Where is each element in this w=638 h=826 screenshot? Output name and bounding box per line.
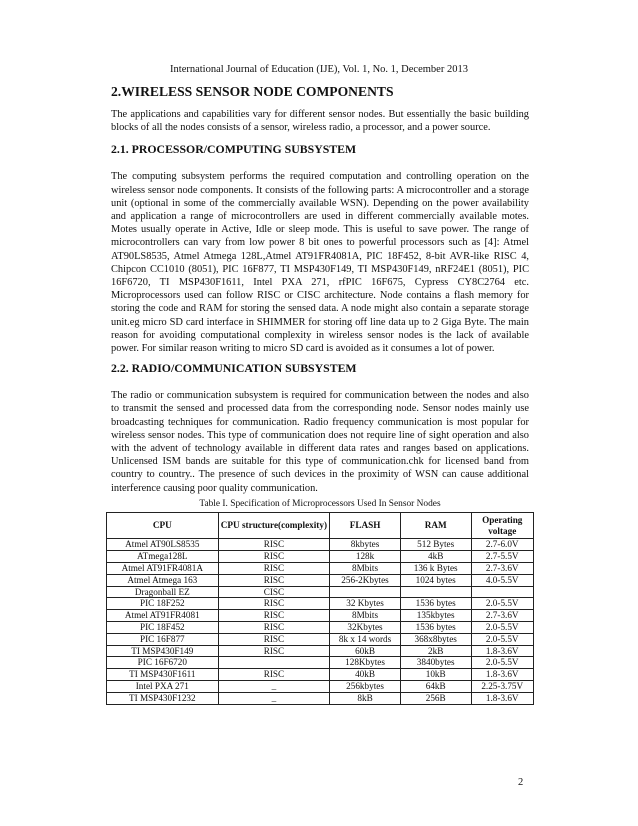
- table-cell: 8k x 14 words: [330, 633, 401, 645]
- table-cell: 2.0-5.5V: [471, 598, 534, 610]
- table-cell: Atmel Atmega 163: [107, 574, 219, 586]
- table-cell: 64kB: [400, 681, 471, 693]
- table-cell: 2.7-5.5V: [471, 551, 534, 563]
- table-row: [107, 657, 534, 669]
- table-cell: Atmel AT90LS8535: [107, 539, 219, 551]
- table-cell: 135kbytes: [400, 610, 471, 622]
- table-row: [107, 692, 534, 704]
- table-cell: 368x8bytes: [400, 633, 471, 645]
- table-cell: RISC: [218, 563, 330, 575]
- table-cell: 1.8-3.6V: [471, 669, 534, 681]
- table-row: [107, 574, 534, 586]
- table-cell: 40kB: [330, 669, 401, 681]
- table-cell: 2.7-3.6V: [471, 610, 534, 622]
- table-row: [107, 681, 534, 693]
- table-cell: 2kB: [400, 645, 471, 657]
- col-flash: FLASH: [330, 512, 401, 539]
- table-cell: 2.0-5.5V: [471, 633, 534, 645]
- table-cell: 2.0-5.5V: [471, 657, 534, 669]
- table-cell: 8kB: [330, 692, 401, 704]
- table-cell: RISC: [218, 610, 330, 622]
- table-cell: RISC: [218, 633, 330, 645]
- table-cell: TI MSP430F1232: [107, 692, 219, 704]
- table-cell: RISC: [218, 645, 330, 657]
- table-cell: [330, 586, 401, 598]
- journal-header: International Journal of Education (IJE), Vol. 1, No. 1, December 2013: [170, 64, 468, 75]
- table-cell: [471, 586, 534, 598]
- table-header-row: [107, 512, 534, 539]
- table-row: [107, 551, 534, 563]
- table-cell: 256B: [400, 692, 471, 704]
- table-cell: 4.0-5.5V: [471, 574, 534, 586]
- table-cell: RISC: [218, 669, 330, 681]
- table-cell: 1024 bytes: [400, 574, 471, 586]
- table-cell: 8Mbits: [330, 610, 401, 622]
- table-cell: CISC: [218, 586, 330, 598]
- table-cell: TI MSP430F149: [107, 645, 219, 657]
- table-cell: 1536 bytes: [400, 622, 471, 634]
- table-cell: PIC 18F452: [107, 622, 219, 634]
- microprocessor-table: [106, 512, 534, 705]
- table-cell: 128Kbytes: [330, 657, 401, 669]
- table-cell: 4kB: [400, 551, 471, 563]
- col-structure: CPU structure(complexity): [218, 512, 330, 539]
- table-cell: 136 k Bytes: [400, 563, 471, 575]
- table-cell: _: [218, 692, 330, 704]
- table-row: [107, 563, 534, 575]
- table-cell: TI MSP430F1611: [107, 669, 219, 681]
- table-cell: RISC: [218, 551, 330, 563]
- table-cell: 3840bytes: [400, 657, 471, 669]
- table-cell: 60kB: [330, 645, 401, 657]
- col-cpu: CPU: [107, 512, 219, 539]
- table-cell: 256kbytes: [330, 681, 401, 693]
- table-body: [107, 539, 534, 704]
- table-cell: RISC: [218, 622, 330, 634]
- table-cell: 32 Kbytes: [330, 598, 401, 610]
- table-cell: RISC: [218, 574, 330, 586]
- table-cell: 1.8-3.6V: [471, 692, 534, 704]
- table-cell: [400, 586, 471, 598]
- table-row: [107, 539, 534, 551]
- page-number: 2: [518, 777, 524, 788]
- table-cell: PIC 16F6720: [107, 657, 219, 669]
- processor-paragraph: The computing subsystem performs the required computation and controlling operation on the wireless sensor node components. It consists of the following parts: A microcontroller and a storage unit (optional in some of the commercially available WSN). Depending on the power availability and application a range of microcontrollers are used in different commercially available motes. Motes usually operate in Active, Idle or sleep mode. This is useful to save power. The range of microcontrollers can vary from low power 8 bit ones to powerful processors such as [4]: Atmel AT90LS8535, Atmel Atmega 128L,Atmel AT91FR4081A, PIC 18F452, 8-bit AVR-like RISC 4, Chipcon CC1010 (8051), PIC 16F877, TI MSP430F149, TI MSP430F149, nRF24E1 (8051), PIC 16F6720, TI MSP430F1611, Intel PXA 271, rfPIC 16F675, Cypress CY8C2764 etc. Microprocessors used can follow RISC or CISC architecture. Node contains a flash memory for storing the code and RAM for storing the sensed data. A node might also contain a separate storage unit.eg micro SD card interface in SHIMMER for storing off line data up to 2 Giga Byte. The main reason for avoiding computational complexity in wireless sensor nodes is the lack of available power. For similar reason writing to micro SD card is avoided as it consumes a lot of power.: [111, 171, 529, 355]
- table-cell: RISC: [218, 598, 330, 610]
- table-cell: PIC 16F877: [107, 633, 219, 645]
- table-cell: 32Kbytes: [330, 622, 401, 634]
- table-row: [107, 598, 534, 610]
- col-voltage: Operating voltage: [471, 512, 534, 539]
- subsection-radio-title: 2.2. RADIO/COMMUNICATION SUBSYSTEM: [111, 361, 357, 376]
- table-cell: 2.7-3.6V: [471, 563, 534, 575]
- intro-paragraph: The applications and capabilities vary for different sensor nodes. But essentially the basic building blocks of all the nodes consists of a sensor, wireless radio, a processor, and a power source.: [111, 109, 529, 134]
- table-cell: Atmel AT91FR4081: [107, 610, 219, 622]
- table-cell: [218, 657, 330, 669]
- main-content: [111, 84, 529, 705]
- table-cell: 1.8-3.6V: [471, 645, 534, 657]
- table-row: [107, 645, 534, 657]
- table-cell: 2.7-6.0V: [471, 539, 534, 551]
- table-cell: Intel PXA 271: [107, 681, 219, 693]
- col-ram: RAM: [400, 512, 471, 539]
- table-cell: ATmega128L: [107, 551, 219, 563]
- subsection-processor-title: 2.1. PROCESSOR/COMPUTING SUBSYSTEM: [111, 142, 357, 157]
- table-row: [107, 669, 534, 681]
- table-cell: _: [218, 681, 330, 693]
- table-cell: 10kB: [400, 669, 471, 681]
- table-row: [107, 586, 534, 598]
- table-cell: 8Mbits: [330, 563, 401, 575]
- table-row: [107, 633, 534, 645]
- table-cell: Atmel AT91FR4081A: [107, 563, 219, 575]
- table-cell: 1536 bytes: [400, 598, 471, 610]
- table-caption: Table I. Specification of Microprocessors Used In Sensor Nodes: [199, 498, 441, 509]
- table-cell: Dragonball EZ: [107, 586, 219, 598]
- table-cell: 128k: [330, 551, 401, 563]
- table-cell: RISC: [218, 539, 330, 551]
- table-row: [107, 622, 534, 634]
- table-cell: 256-2Kbytes: [330, 574, 401, 586]
- table-cell: 512 Bytes: [400, 539, 471, 551]
- radio-paragraph: The radio or communication subsystem is required for communication between the nodes and also to transmit the sensed and processed data from the corresponding node. Sensor nodes mainly use broadcasting techniques for communication. Radio frequency communication is most popular for wireless sensor nodes. This type of communication does not require line of sight operation and also with the advent of technology available in different data rates and ranges based on applications. Unlicensed ISM bands are suitable for this type of communication.chk for licensed band from country to country.. The presence of such devices in the proximity of WSN can cause additional interference causing poor quality communication.: [111, 390, 529, 494]
- table-row: [107, 610, 534, 622]
- table-cell: 2.0-5.5V: [471, 622, 534, 634]
- table-cell: 2.25-3.75V: [471, 681, 534, 693]
- section-title: 2.WIRELESS SENSOR NODE COMPONENTS: [111, 84, 394, 99]
- table-cell: PIC 18F252: [107, 598, 219, 610]
- table-cell: 8kbytes: [330, 539, 401, 551]
